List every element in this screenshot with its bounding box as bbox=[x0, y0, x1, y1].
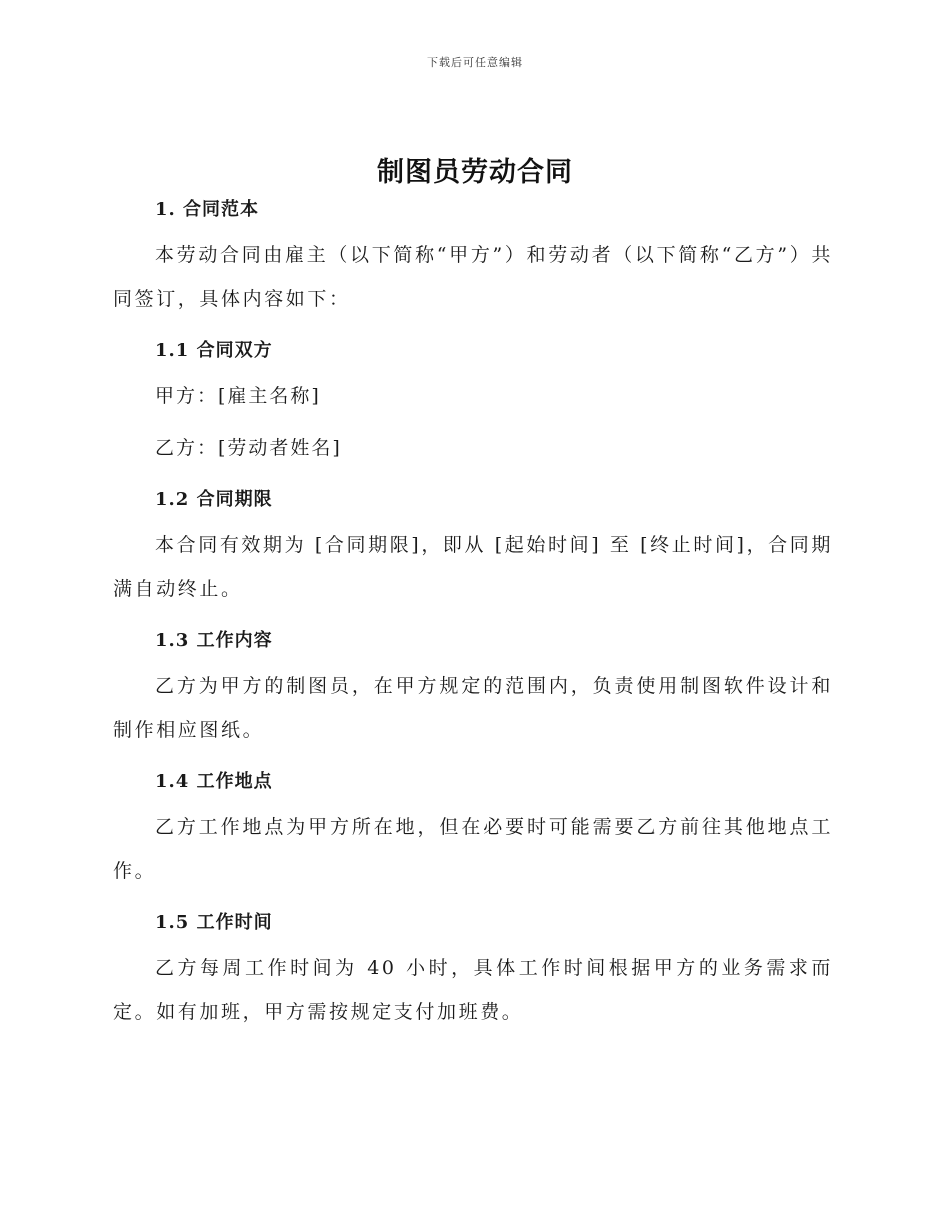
section-heading-1-3: 1.3 工作内容 bbox=[155, 630, 273, 651]
section-1-intro: 本劳动合同由雇主（以下简称“甲方”）和劳动者（以下简称“乙方”）共同签订，具体内容如下： bbox=[113, 244, 833, 310]
header-note: 下载后可任意编辑 bbox=[427, 56, 523, 69]
contract-term-text: 本合同有效期为 [合同期限]，即从 [起始时间] 至 [终止时间]，合同期满自动终止。 bbox=[113, 534, 833, 600]
section-heading-1-1: 1.1 合同双方 bbox=[155, 340, 273, 361]
section-heading-1-4: 1.4 工作地点 bbox=[155, 771, 273, 792]
section-heading-1: 1. 合同范本 bbox=[155, 199, 260, 220]
section-heading-1-5: 1.5 工作时间 bbox=[155, 912, 273, 933]
work-hours-text: 乙方每周工作时间为 40 小时，具体工作时间根据甲方的业务需求而定。如有加班，甲方需按规定支付加班费。 bbox=[113, 957, 833, 1023]
work-location-text: 乙方工作地点为甲方所在地，但在必要时可能需要乙方前往其他地点工作。 bbox=[113, 816, 833, 882]
party-b-line: 乙方：[劳动者姓名] bbox=[155, 437, 342, 459]
document-body bbox=[113, 195, 833, 1034]
job-content-text: 乙方为甲方的制图员，在甲方规定的范围内，负责使用制图软件设计和制作相应图纸。 bbox=[113, 675, 833, 741]
party-a-line: 甲方：[雇主名称] bbox=[155, 385, 321, 407]
document-title: 制图员劳动合同 bbox=[377, 157, 573, 188]
section-heading-1-2: 1.2 合同期限 bbox=[155, 489, 273, 510]
